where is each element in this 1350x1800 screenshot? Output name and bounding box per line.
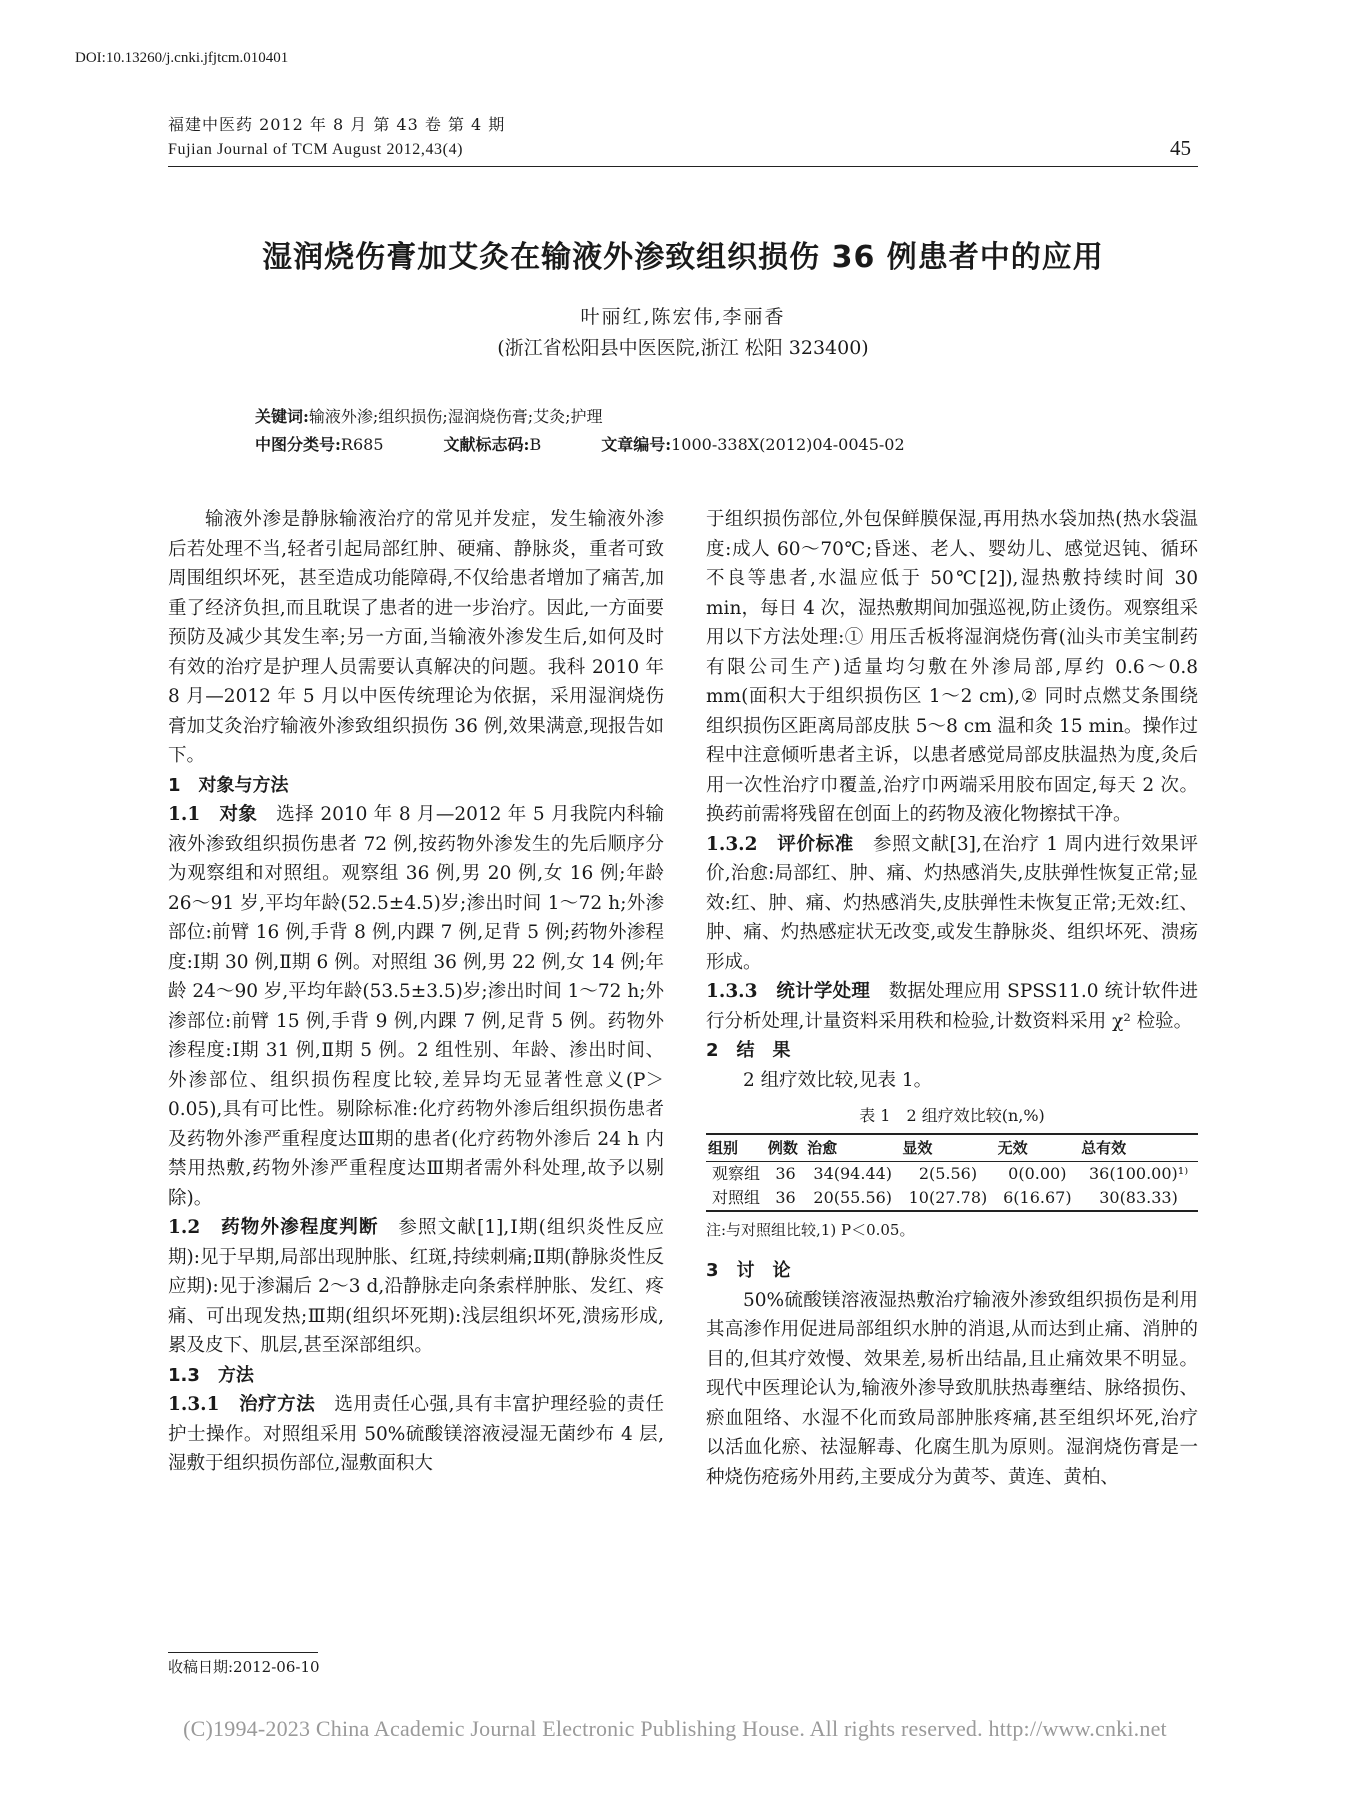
table-cell: 36 [775,1164,796,1183]
classification [255,432,905,455]
section-1-3-2-heading: 1.3.2 评价标准 [706,833,874,855]
keywords-value: 输液外渗;组织损伤;湿润烧伤膏;艾灸;护理 [308,407,603,426]
section-1-3-3 [706,977,1198,1036]
doi-line: DOI:10.13260/j.cnki.jfjtcm.010401 [75,50,289,66]
section-1-3-1-heading: 1.3.1 治疗方法 [168,1394,335,1415]
table-header-cell: 组别 [706,1134,766,1162]
section-1-1-text: 选择 2010 年 8 月—2012 年 5 月我院内科输液外渗致组织损伤患者 72 例,按药物外渗发生的先后顺序分为观察组和对照组。观察组 36 例,男 20 例,女 16 例;年龄 26～91 岁,平均年龄(52.5±4.5)岁;渗出时间 1～72 h;外渗部位:前臂 16 例,手背 8 例,内踝 7 例,足背 5 例;药物外渗程度:Ⅰ期 30 例,Ⅱ期 6 例。对照组 36 例,男 22 例,女 14 例;年龄 24～90 岁,平均年龄(53.5±3.5)岁;渗出时间 1～72 h;外渗部位:前臂 15 例,手背 9 例,内踝 7 例,足背 5 例。药物外渗程度:Ⅰ期 31 例,Ⅱ期 5 例。2 组性别、年龄、渗出时间、外渗部位、组织损伤程度比较,差异均无显著性意义(P＞0.05),具有可比性。剔除标准:化疗药物外渗后组织损伤患者及药物外渗严重程度达Ⅲ期的患者(化疗药物外渗后 24 h 内禁用热敷,药物外渗严重程度达Ⅲ期者需外科处理,故予以剔除)。 [168,804,664,1209]
methods-continued: 于组织损伤部位,外包保鲜膜保湿,再用热水袋加热(热水袋温度:成人 60～70℃;昏迷、老人、婴幼儿、感觉迟钝、循环不良等患者,水温应低于 50℃[2]),湿热敷持续时间 30 min，每日 4 次，湿热敷期间加强巡视,防止烫伤。观察组采用以下方法处理:① 用压舌板将湿润烧伤膏(汕头市美宝制药有限公司生产)适量均匀敷在外渗局部,厚约 0.6～0.8 mm(面积大于组织损伤区 1～2 cm),② 同时点燃艾条围绕组织损伤区距离局部皮肤 5～8 cm 温和灸 15 min。操作过程中注意倾听患者主诉，以患者感觉局部皮肤温热为度,灸后用一次性治疗巾覆盖,治疗巾两端采用胶布固定,每天 2 次。换药前需将残留在创面上的药物及液化物擦拭干净。 [706,509,1198,825]
keywords [255,404,603,427]
section-2-text: 2 组疗效比较,见表 1。 [743,1069,933,1091]
table-header-cell: 总有效 [1079,1134,1198,1162]
section-1-2-heading: 1.2 药物外渗程度判断 [168,1217,399,1238]
table-row [706,1162,1198,1187]
section-1-3-3-heading: 1.3.3 统计学处理 [706,981,889,1002]
table-cell: 34(94.44) [813,1164,893,1183]
journal-header-cn: 福建中医药 2012 年 8 月 第 43 卷 第 4 期 [168,115,506,134]
section-3-heading: 3 讨 论 [706,1260,791,1281]
clc-value: R685 [340,435,384,454]
section-1-2 [168,1213,664,1361]
keywords-label: 关键词: [255,407,309,426]
table-cell: 6(16.67) [1003,1188,1072,1207]
table-cell: 36(100.00)¹⁾ [1088,1164,1189,1183]
doc-code-label: 文献标志码: [443,435,530,454]
table-cell: 观察组 [711,1164,760,1183]
section-1-1 [168,800,664,1213]
journal-header-en: Fujian Journal of TCM August 2012,43(4) [168,141,464,158]
table-cell: 0(0.00) [1008,1164,1067,1183]
table-cell: 2(5.56) [918,1164,978,1183]
section-2-heading: 2 结 果 [706,1040,791,1061]
clc-label: 中图分类号: [255,435,341,454]
affiliation: (浙江省松阳县中医医院,浙江 松阳 323400) [497,337,869,359]
section-1-heading: 1 对象与方法 [168,774,289,796]
table-note: 注:与对照组比较,1) P＜0.05。 [706,1221,915,1239]
left-column [168,505,664,1479]
table-caption: 表 1 2 组疗效比较(n,%) [859,1106,1045,1125]
received-date: 收稿日期:2012-06-10 [168,1658,320,1676]
article-no-value: 1000-338X(2012)04-0045-02 [671,435,905,454]
page-number: 45 [1170,136,1191,160]
section-3-text: 50%硫酸镁溶液湿热敷治疗输液外渗致组织损伤是利用其高渗作用促进局部组织水肿的消退,从而达到止痛、消肿的目的,但其疗效慢、效果差,易析出结晶,且止痛效果不明显。现代中医理论认为,输液外渗导致肌肤热毒壅结、脉络损伤、瘀血阻络、水湿不化而致局部肿胀疼痛,甚至组织坏死,治疗以活血化瘀、祛湿解毒、化腐生肌为原则。湿润烧伤膏是一种烧伤疮疡外用药,主要成分为黄芩、黄连、黄柏、 [706,1289,1198,1488]
intro-paragraph: 输液外渗是静脉输液治疗的常见并发症，发生输液外渗后若处理不当,轻者引起局部红肿、硬痛、静脉炎，重者可致周围组织坏死，甚至造成功能障碍,不仅给患者增加了痛苦,加重了经济负担,而且耽误了患者的进一步治疗。因此,一方面要预防及减少其发生率;另一方面,当输液外渗发生后,如何及时有效的治疗是护理人员需要认真解决的问题。我科 2010 年 8 月—2012 年 5 月以中医传统理论为依据，采用湿润烧伤膏加艾灸治疗输液外渗致组织损伤 36 例,效果满意,现报告如下。 [168,509,664,766]
footnote-rule [168,1652,318,1653]
section-1-3-2-text: 参照文献[3],在治疗 1 周内进行效果评价,治愈:局部红、肿、痛、灼热感消失,皮肤弹性恢复正常;显效:红、肿、痛、灼热感消失,皮肤弹性未恢复正常;无效:红、肿、痛、灼热感症状无改变,或发生静脉炎、组织坏死、溃疡形成。 [706,833,1198,973]
table-header-cell: 显效 [900,1134,995,1162]
section-1-2-text: 参照文献[1],Ⅰ期(组织炎性反应期):见于早期,局部出现肿胀、红斑,持续刺痛;Ⅱ期(静脉炎性反应期):见于渗漏后 2～3 d,沿静脉走向条索样肿胀、发红、疼痛、可出现发热;Ⅲ期(组织坏死期):浅层组织坏死,溃疡形成,累及皮下、肌层,甚至深部组织。 [168,1217,664,1356]
section-1-3-heading: 1.3 方法 [168,1364,254,1386]
section-1-3-3-text: 数据处理应用 SPSS11.0 统计软件进行分析处理,计量资料采用秩和检验,计数资料采用 χ² 检验。 [706,981,1198,1032]
table-header-cell: 例数 [766,1134,805,1162]
authors: 叶丽红,陈宏伟,李丽香 [580,306,786,328]
copyright-watermark: (C)1994-2023 China Academic Journal Electronic Publishing House. All rights reserved. http://www.cnki.net [183,1716,1167,1741]
table-cell: 30(83.33) [1099,1188,1178,1207]
article-no-label: 文章编号: [601,435,672,454]
table-header-cell: 治愈 [805,1134,900,1162]
table-cell: 20(55.56) [813,1188,893,1207]
section-1-3-1-text: 选用责任心强,具有丰富护理经验的责任护士操作。对照组采用 50%硫酸镁溶液浸湿无菌纱布 4 层,湿敷于组织损伤部位,湿敷面积大 [168,1394,664,1474]
table-row [706,1186,1198,1211]
results-table [706,1133,1198,1212]
table-cell: 36 [775,1188,796,1207]
article-title: 湿润烧伤膏加艾灸在输液外渗致组织损伤 36 例患者中的应用 [262,240,1104,275]
doc-code-value: B [529,435,542,454]
right-column [706,505,1198,1492]
section-1-3-1 [168,1390,664,1479]
table-cell: 10(27.78) [908,1188,988,1207]
section-1-1-heading: 1.1 对象 [168,804,277,825]
table-cell: 对照组 [711,1188,760,1207]
table-header-cell: 无效 [996,1134,1080,1162]
header-rule [168,166,1198,167]
section-1-3-2 [706,830,1198,978]
